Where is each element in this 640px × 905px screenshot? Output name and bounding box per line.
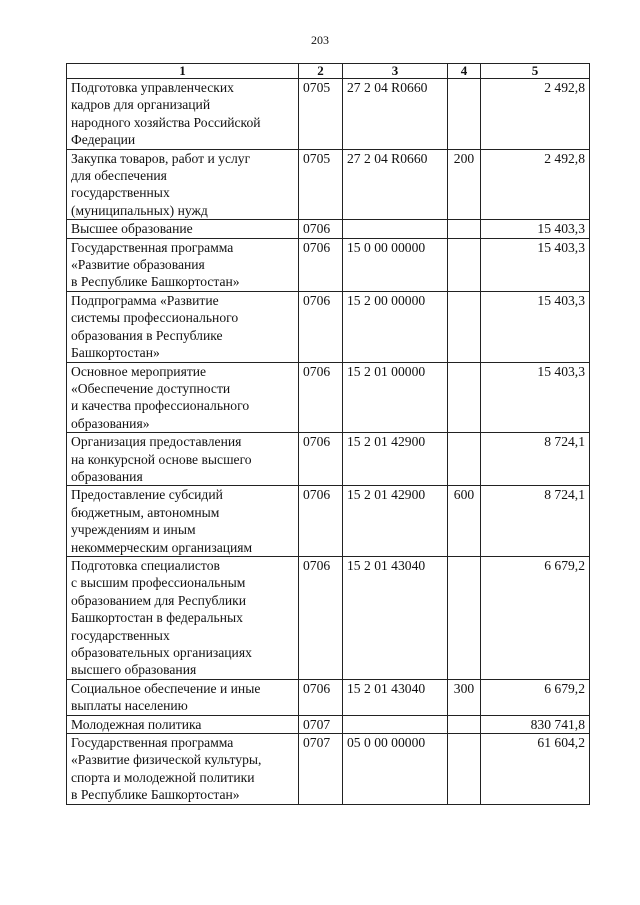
row-type-cell	[448, 220, 481, 238]
row-section-cell: 0706	[299, 556, 343, 679]
page-number: 203	[311, 33, 329, 47]
header-col-3: 3	[343, 64, 448, 79]
row-name-cell: Предоставление субсидий бюджетным, автономным учреждениям и иным некоммерческим организациям	[67, 486, 299, 557]
row-amount-cell: 2 492,8	[481, 79, 590, 150]
row-type-cell	[448, 433, 481, 486]
row-type-cell: 300	[448, 679, 481, 715]
row-type-cell: 200	[448, 149, 481, 220]
row-type-cell	[448, 79, 481, 150]
table-row	[67, 679, 590, 715]
table-row	[67, 149, 590, 220]
table-row	[67, 238, 590, 291]
row-code-cell: 15 2 01 42900	[343, 486, 448, 557]
row-section-cell: 0705	[299, 79, 343, 150]
table-row	[67, 433, 590, 486]
table-row	[67, 556, 590, 679]
row-code-cell: 15 2 01 43040	[343, 556, 448, 679]
header-row	[67, 64, 590, 79]
header-col-1: 1	[67, 64, 299, 79]
table-row	[67, 220, 590, 238]
row-type-cell	[448, 291, 481, 362]
row-code-cell: 15 0 00 00000	[343, 238, 448, 291]
row-name-cell: Закупка товаров, работ и услуг для обеспечения государственных (муниципальных) нужд	[67, 149, 299, 220]
row-code-cell: 15 2 01 43040	[343, 679, 448, 715]
table-row	[67, 291, 590, 362]
row-type-cell	[448, 715, 481, 733]
row-section-cell: 0706	[299, 291, 343, 362]
row-code-cell: 27 2 04 R0660	[343, 149, 448, 220]
row-name-cell: Организация предоставления на конкурсной основе высшего образования	[67, 433, 299, 486]
row-amount-cell: 8 724,1	[481, 433, 590, 486]
table-row	[67, 734, 590, 805]
row-name-cell: Молодежная политика	[67, 715, 299, 733]
row-amount-cell: 2 492,8	[481, 149, 590, 220]
row-type-cell: 600	[448, 486, 481, 557]
row-section-cell: 0706	[299, 362, 343, 433]
row-name-cell: Основное мероприятие «Обеспечение доступности и качества профессионального образования»	[67, 362, 299, 433]
row-section-cell: 0706	[299, 220, 343, 238]
table-row	[67, 362, 590, 433]
row-section-cell: 0705	[299, 149, 343, 220]
row-amount-cell: 15 403,3	[481, 362, 590, 433]
row-type-cell	[448, 734, 481, 805]
header-col-5: 5	[481, 64, 590, 79]
row-name-cell: Высшее образование	[67, 220, 299, 238]
row-amount-cell: 8 724,1	[481, 486, 590, 557]
row-amount-cell: 15 403,3	[481, 238, 590, 291]
row-amount-cell: 15 403,3	[481, 291, 590, 362]
row-name-cell: Подпрограмма «Развитие системы профессионального образования в Республике Башкортостан»	[67, 291, 299, 362]
budget-table	[66, 63, 590, 805]
header-col-2: 2	[299, 64, 343, 79]
row-amount-cell: 830 741,8	[481, 715, 590, 733]
row-code-cell: 05 0 00 00000	[343, 734, 448, 805]
header-col-4: 4	[448, 64, 481, 79]
row-section-cell: 0707	[299, 715, 343, 733]
table-body	[67, 79, 590, 805]
row-section-cell: 0706	[299, 433, 343, 486]
row-type-cell	[448, 238, 481, 291]
row-amount-cell: 15 403,3	[481, 220, 590, 238]
row-code-cell: 15 2 01 42900	[343, 433, 448, 486]
row-name-cell: Подготовка специалистов с высшим профессиональным образованием для Республики Башкортостан в федеральных государственных образовательных организациях высшего образования	[67, 556, 299, 679]
row-code-cell: 27 2 04 R0660	[343, 79, 448, 150]
table-row	[67, 486, 590, 557]
row-amount-cell: 6 679,2	[481, 679, 590, 715]
row-section-cell: 0707	[299, 734, 343, 805]
row-name-cell: Государственная программа «Развитие физической культуры, спорта и молодежной политики в Республике Башкортостан»	[67, 734, 299, 805]
row-name-cell: Подготовка управленческих кадров для организаций народного хозяйства Российской Федерации	[67, 79, 299, 150]
row-name-cell: Государственная программа «Развитие образования в Республике Башкортостан»	[67, 238, 299, 291]
row-amount-cell: 6 679,2	[481, 556, 590, 679]
table-row	[67, 715, 590, 733]
row-type-cell	[448, 556, 481, 679]
row-section-cell: 0706	[299, 238, 343, 291]
row-code-cell: 15 2 01 00000	[343, 362, 448, 433]
row-code-cell	[343, 715, 448, 733]
row-amount-cell: 61 604,2	[481, 734, 590, 805]
row-code-cell	[343, 220, 448, 238]
row-section-cell: 0706	[299, 486, 343, 557]
row-code-cell: 15 2 00 00000	[343, 291, 448, 362]
row-section-cell: 0706	[299, 679, 343, 715]
table-row	[67, 79, 590, 150]
row-type-cell	[448, 362, 481, 433]
row-name-cell: Социальное обеспечение и иные выплаты населению	[67, 679, 299, 715]
